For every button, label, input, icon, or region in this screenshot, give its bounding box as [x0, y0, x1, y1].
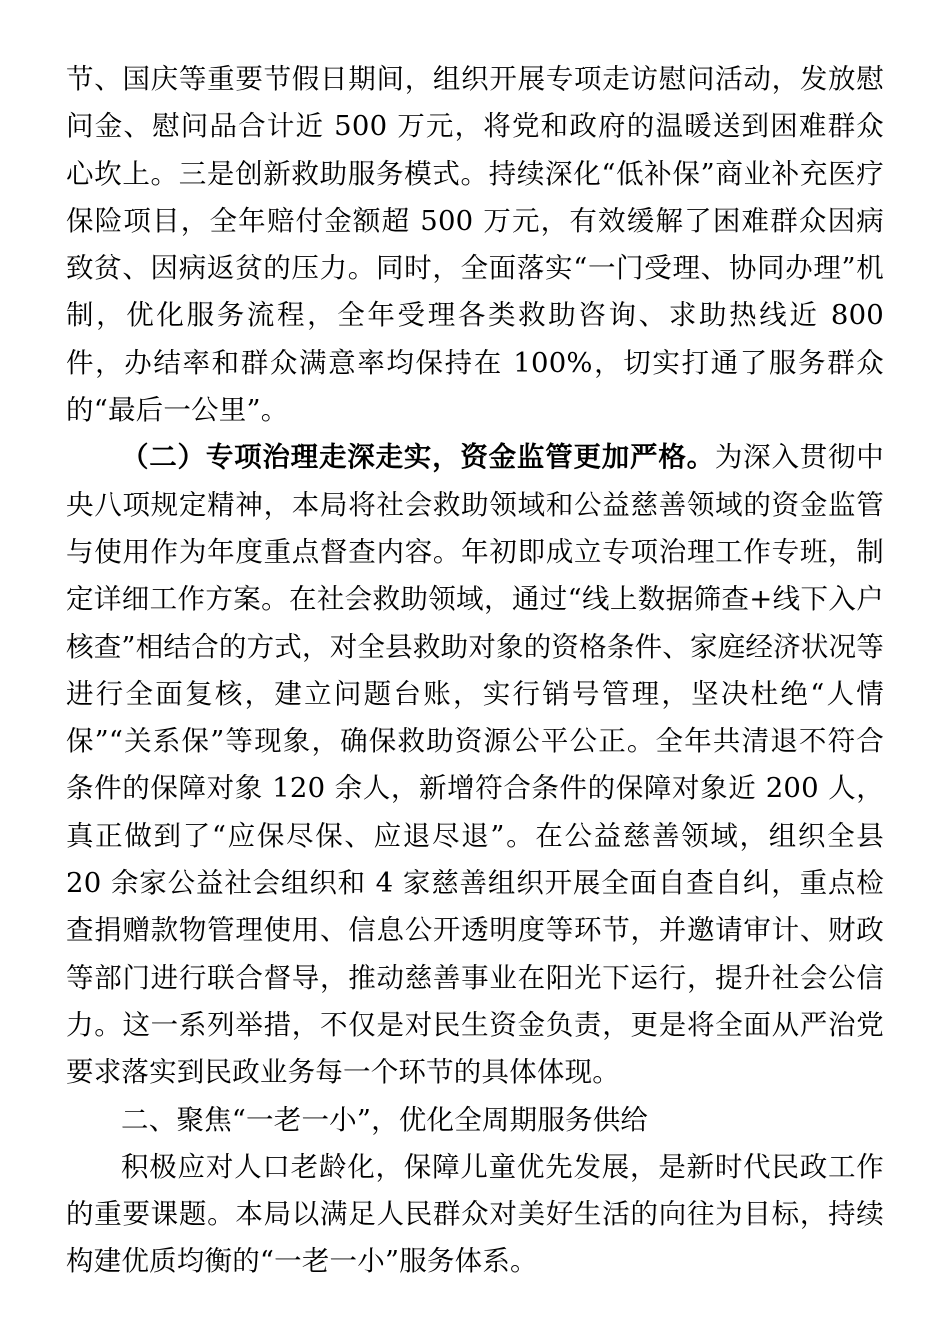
- paragraph: [66, 434, 884, 1096]
- paragraph-text-run: 积极应对人口老龄化，保障儿童优先发展，是新时代民政工作的重要课题。本局以满足人民群众对美好生活的向往为目标，持续构建优质均衡的“一老一小”服务体系。: [66, 1150, 884, 1278]
- paragraph: [66, 56, 884, 434]
- paragraph: [66, 1144, 884, 1286]
- paragraph-text-run: 为深入贯彻中央八项规定精神，本局将社会救助领域和公益慈善领域的资金监管与使用作为年度重点督查内容。年初即成立专项治理工作专班，制定详细工作方案。在社会救助领域，通过“线上数据筛查+线下入户核查”相结合的方式，对全县救助对象的资格条件、家庭经济状况等进行全面复核，建立问题台账，实行销号管理，坚决杜绝“人情保”“关系保”等现象，确保救助资源公平公正。全年共清退不符合条件的保障对象 120 余人，新增符合条件的保障对象近 200 人，真正做到了“应保尽保、应退尽退”。在公益慈善领域，组织全县 20 余家公益社会组织和 4 家慈善组织开展全面自查自纠，重点检查捐赠款物管理使用、信息公开透明度等环节，并邀请审计、财政等部门进行联合督导，推动慈善事业在阳光下运行，提升社会公信力。这一系列举措，不仅是对民生资金负责，更是将全面从严治党要求落实到民政业务每一个环节的具体体现。: [66, 441, 885, 1089]
- paragraph-text-run: 二、聚焦“一老一小”，优化全周期服务供给: [121, 1103, 649, 1136]
- paragraph-text-run: 节、国庆等重要节假日期间，组织开展专项走访慰问活动，发放慰问金、慰问品合计近 500 万元，将党和政府的温暖送到困难群众心坎上。三是创新救助服务模式。持续深化“低补保”商业补充医疗保险项目，全年赔付金额超 500 万元，有效缓解了困难群众因病致贫、因病返贫的压力。同时，全面落实“一门受理、协同办理”机制，优化服务流程，全年受理各类救助咨询、求助热线近 800 件，办结率和群众满意率均保持在 100%，切实打通了服务群众的“最后一公里”。: [66, 63, 884, 427]
- paragraph-heading-run: （二）专项治理走深走实，资金监管更加严格。: [121, 441, 715, 474]
- document-body: [66, 56, 884, 1286]
- paragraph: [66, 1097, 884, 1144]
